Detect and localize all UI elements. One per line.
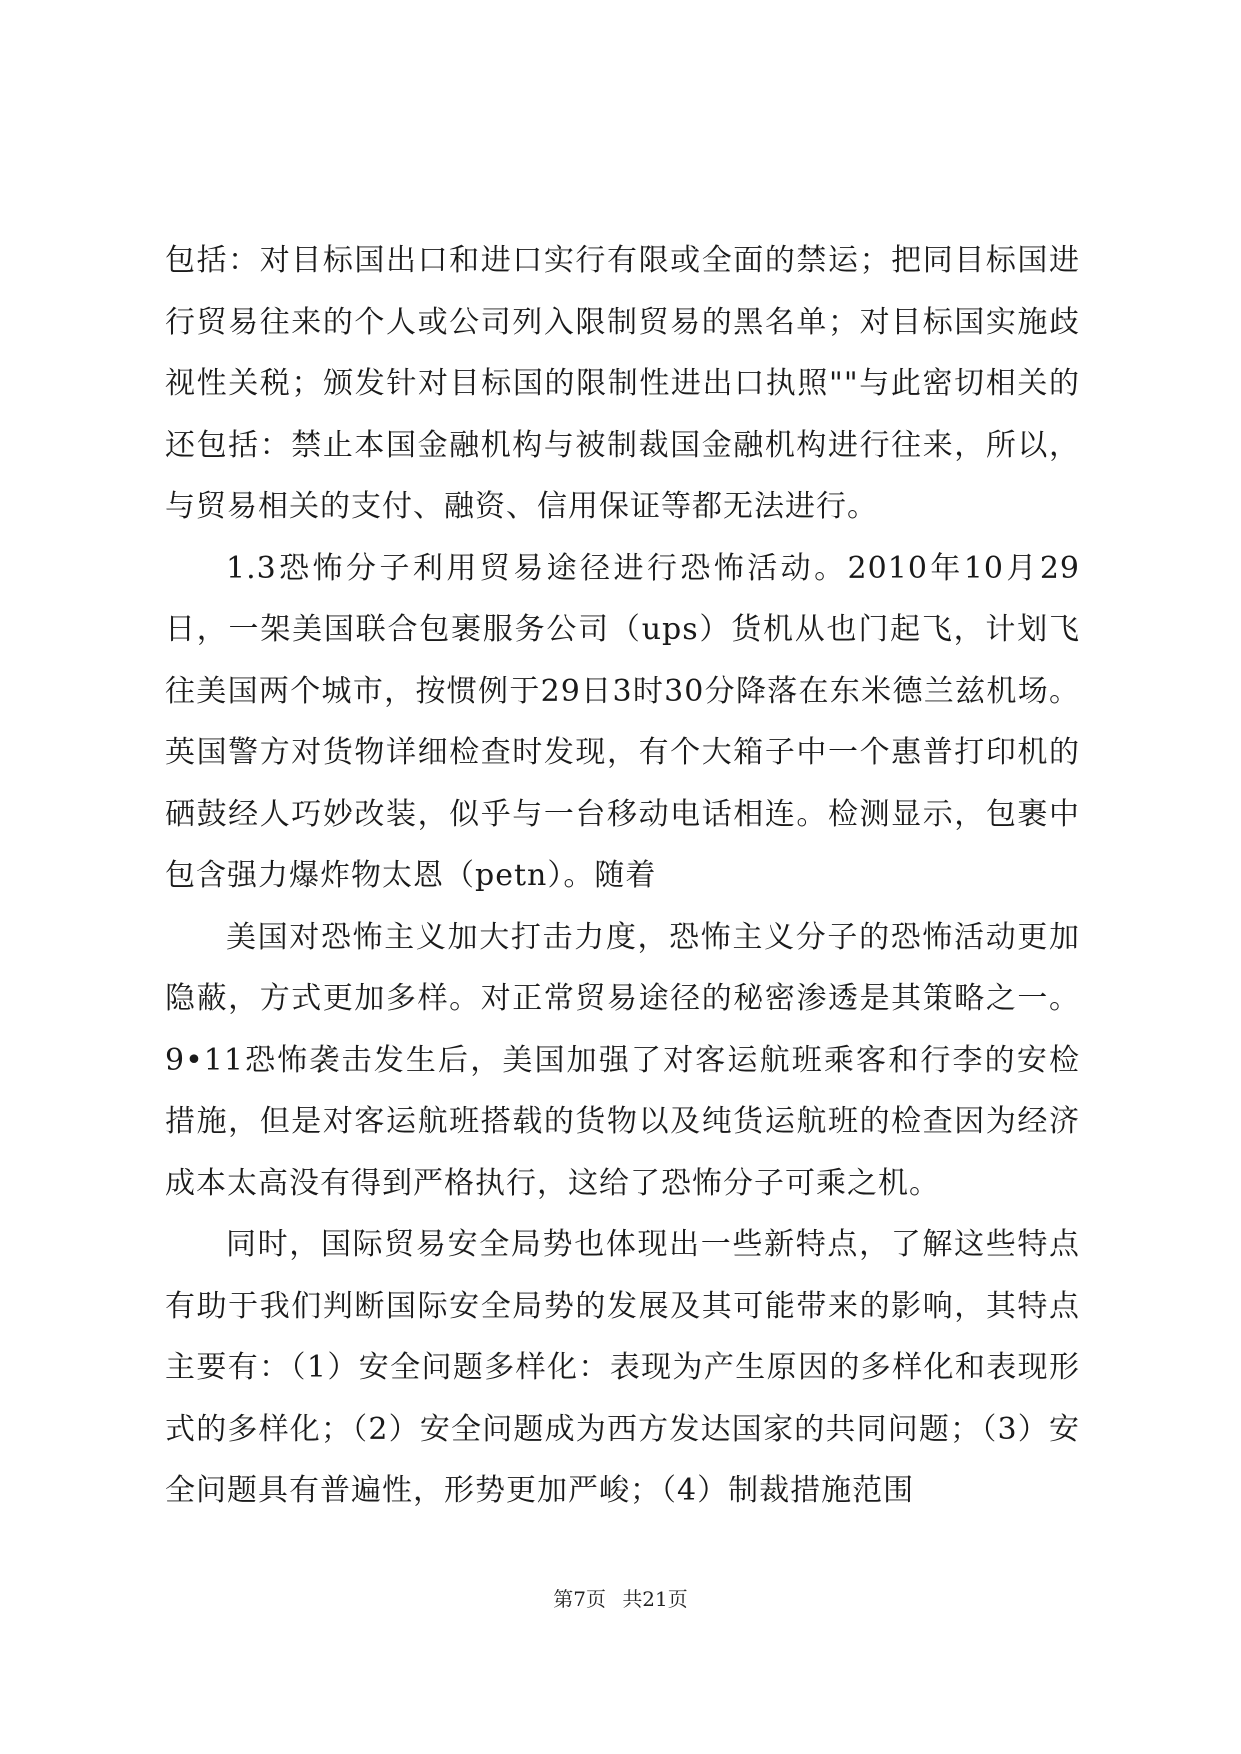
- paragraph-3: 美国对恐怖主义加大打击力度，恐怖主义分子的恐怖活动更加隐蔽，方式更加多样。对正常贸易途径的秘密渗透是其策略之一。9•11恐怖袭击发生后，美国加强了对客运航班乘客和行李的安检措施，但是对客运航班搭载的货物以及纯货运航班的检查因为经济成本太高没有得到严格执行，这给了恐怖分子可乘之机。: [165, 919, 1080, 1201]
- page-footer: [0, 1583, 1241, 1612]
- paragraph-1: 包括：对目标国出口和进口实行有限或全面的禁运；把同目标国进行贸易往来的个人或公司列入限制贸易的黑名单；对目标国实施歧视性关税；颁发针对目标国的限制性进出口执照""与此密切相关的还包括：禁止本国金融机构与被制裁国金融机构进行往来，所以，与贸易相关的支付、融资、信用保证等都无法进行。: [165, 243, 1080, 524]
- paragraph-4: 同时，国际贸易安全局势也体现出一些新特点，了解这些特点有助于我们判断国际安全局势的发展及其可能带来的影响，其特点主要有：（1）安全问题多样化：表现为产生原因的多样化和表现形式的多样化；（2）安全问题成为西方发达国家的共同问题；（3）安全问题具有普遍性，形势更加严峻；（4）制裁措施范围: [165, 1227, 1080, 1508]
- page-total: 共21页: [622, 1587, 688, 1611]
- page-number: 第7页: [553, 1587, 606, 1611]
- paragraph-2: 1.3恐怖分子利用贸易途径进行恐怖活动。2010年10月29日，一架美国联合包裹服务公司（ups）货机从也门起飞，计划飞往美国两个城市，按惯例于29日3时30分降落在东米德兰兹机场。英国警方对货物详细检查时发现，有个大箱子中一个惠普打印机的硒鼓经人巧妙改装，似乎与一台移动电话相连。检测显示，包裹中包含强力爆炸物太恩（petn）。随着: [165, 550, 1080, 893]
- page-body: [165, 230, 1080, 1522]
